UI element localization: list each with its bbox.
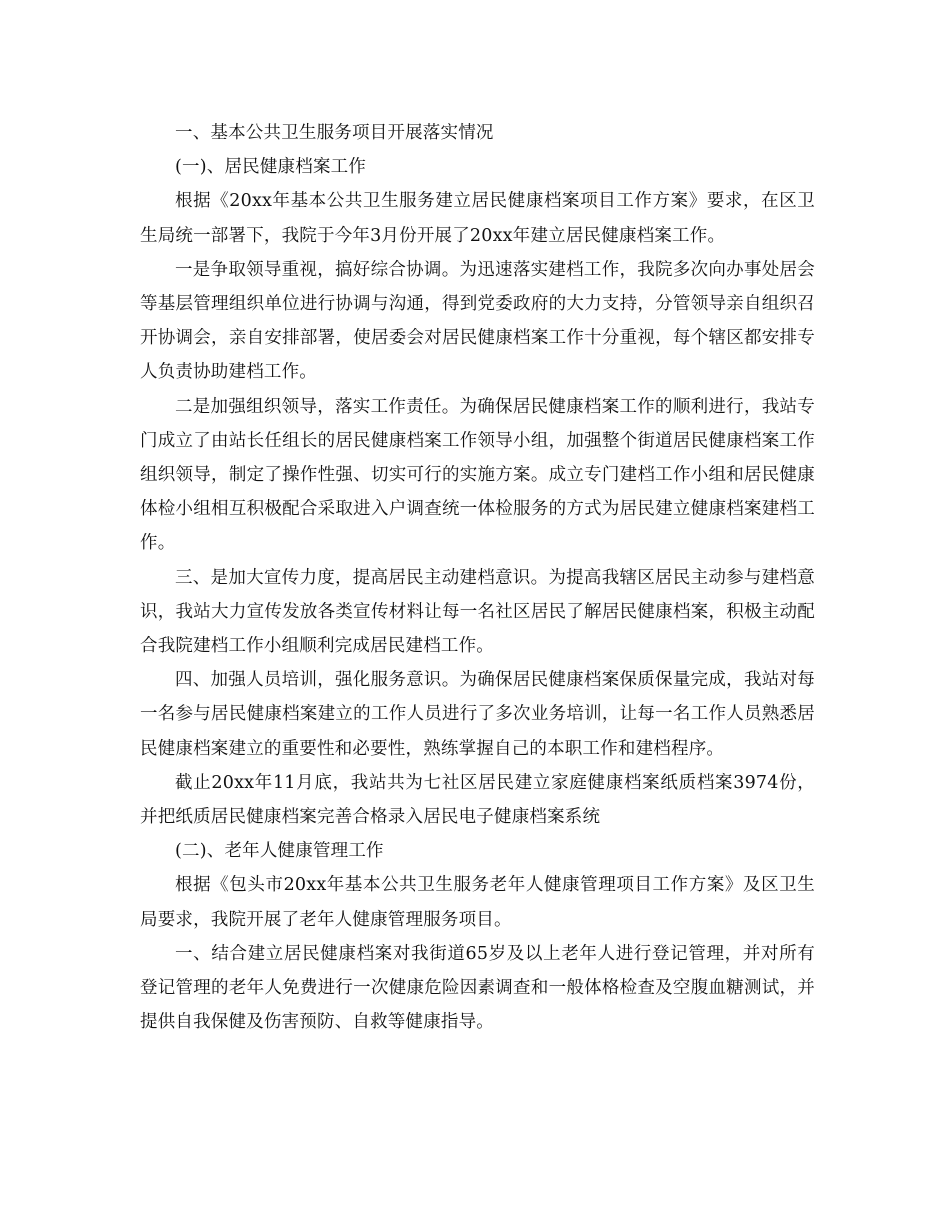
document-body xyxy=(140,116,815,1039)
paragraph-organization-responsibility: 二是加强组织领导，落实工作责任。为确保居民健康档案工作的顺利进行，我站专门成立了由站长任组长的居民健康档案工作领导小组，加强整个街道居民健康档案工作组织领导，制定了操作性强、切实可行的实施方案。成立专门建档工作小组和居民健康体检小组相互积极配合采取进入户调查统一体检服务的方式为居民建立健康档案建档工作。 xyxy=(140,396,815,554)
paragraph-intro-health-records: 根据《20xx年基本公共卫生服务建立居民健康档案项目工作方案》要求，在区卫生局统一部署下，我院于今年3月份开展了20xx年建立居民健康档案工作。 xyxy=(140,191,815,246)
paragraph-staff-training: 四、加强人员培训，强化服务意识。为确保居民健康档案保质保量完成，我站对每一名参与居民健康档案建立的工作人员进行了多次业务培训，让每一名工作人员熟悉居民健康档案建立的重要性和必要性，熟练掌握自己的本职工作和建档程序。 xyxy=(140,670,815,759)
subsection-heading-2: (二)、老年人健康管理工作 xyxy=(175,841,384,862)
paragraph-elderly-registration: 一、结合建立居民健康档案对我街道65岁及以上老年人进行登记管理，并对所有登记管理的老年人免费进行一次健康危险因素调查和一般体格检查及空腹血糖测试，并提供自我保健及伤害预防、自救等健康指导。 xyxy=(140,943,815,1033)
paragraph-publicity: 三、是加大宣传力度，提高居民主动建档意识。为提高我辖区居民主动参与建档意识，我站大力宣传发放各类宣传材料让每一名社区居民了解居民健康档案，积极主动配合我院建档工作小组顺利完成居民建档工作。 xyxy=(140,567,815,657)
paragraph-elderly-plan: 根据《包头市20xx年基本公共卫生服务老年人健康管理项目工作方案》及区卫生局要求，我院开展了老年人健康管理服务项目。 xyxy=(140,875,815,930)
section-heading-1: 一、基本公共卫生服务项目开展落实情况 xyxy=(175,123,494,143)
subsection-heading-1: (一)、居民健康档案工作 xyxy=(175,157,367,178)
paragraph-records-count: 截止20xx年11月底，我站共为七社区居民建立家庭健康档案纸质档案3974份，并把纸质居民健康档案完善合格录入居民电子健康档案系统 xyxy=(140,772,815,828)
paragraph-leadership-coordination: 一是争取领导重视，搞好综合协调。为迅速落实建档工作，我院多次向办事处居会等基层管理组织单位进行协调与沟通，得到党委政府的大力支持，分管领导亲自组织召开协调会，亲自安排部署，使居委会对居民健康档案工作十分重视，每个辖区都安排专人负责协助建档工作。 xyxy=(140,259,815,383)
